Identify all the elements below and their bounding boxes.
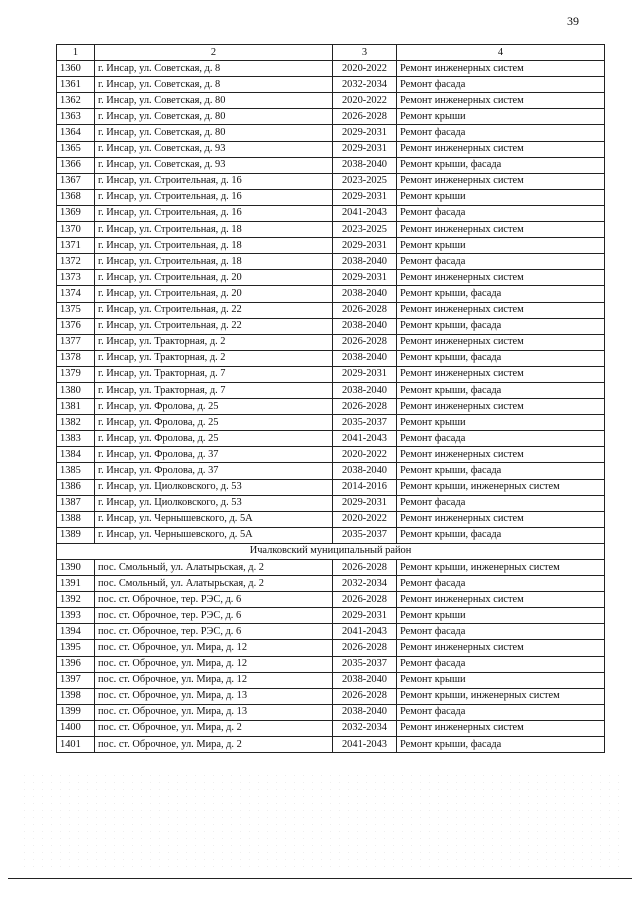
table-row xyxy=(57,560,605,576)
row-number: 1362 xyxy=(57,93,95,109)
row-number: 1389 xyxy=(57,527,95,543)
row-number: 1363 xyxy=(57,109,95,125)
row-work-type: Ремонт инженерных систем xyxy=(397,334,605,350)
row-work-type: Ремонт крыши, фасада xyxy=(397,737,605,753)
row-address: г. Инсар, ул. Советская, д. 80 xyxy=(95,109,333,125)
table-row xyxy=(57,624,605,640)
row-address: г. Инсар, ул. Тракторная, д. 2 xyxy=(95,350,333,366)
row-work-type: Ремонт инженерных систем xyxy=(397,447,605,463)
table-row xyxy=(57,656,605,672)
row-work-type: Ремонт крыши xyxy=(397,608,605,624)
row-address: г. Инсар, ул. Чернышевского, д. 5А xyxy=(95,511,333,527)
row-number: 1391 xyxy=(57,576,95,592)
row-work-type: Ремонт крыши, фасада xyxy=(397,527,605,543)
row-address: пос. ст. Оброчное, ул. Мира, д. 12 xyxy=(95,672,333,688)
row-work-type: Ремонт фасада xyxy=(397,576,605,592)
row-work-type: Ремонт крыши, инженерных систем xyxy=(397,479,605,495)
row-address: г. Инсар, ул. Советская, д. 8 xyxy=(95,61,333,77)
table-row xyxy=(57,640,605,656)
row-address: г. Инсар, ул. Тракторная, д. 7 xyxy=(95,382,333,398)
row-address: пос. ст. Оброчное, тер. РЭС, д. 6 xyxy=(95,624,333,640)
table-row xyxy=(57,61,605,77)
row-work-type: Ремонт фасада xyxy=(397,656,605,672)
row-address: г. Инсар, ул. Советская, д. 80 xyxy=(95,93,333,109)
row-work-type: Ремонт крыши xyxy=(397,415,605,431)
row-period: 2029-2031 xyxy=(333,238,397,254)
scan-noise xyxy=(20,772,620,872)
row-address: г. Инсар, ул. Советская, д. 93 xyxy=(95,157,333,173)
row-address: пос. ст. Оброчное, ул. Мира, д. 13 xyxy=(95,704,333,720)
row-period: 2029-2031 xyxy=(333,366,397,382)
table-row xyxy=(57,447,605,463)
row-work-type: Ремонт крыши xyxy=(397,238,605,254)
district-heading: Ичалковский муниципальный район xyxy=(57,543,605,559)
table-row xyxy=(57,704,605,720)
row-work-type: Ремонт фасада xyxy=(397,125,605,141)
row-number: 1378 xyxy=(57,350,95,366)
row-address: г. Инсар, ул. Чернышевского, д. 5А xyxy=(95,527,333,543)
row-number: 1388 xyxy=(57,511,95,527)
row-number: 1392 xyxy=(57,592,95,608)
row-address: г. Инсар, ул. Строительная, д. 16 xyxy=(95,189,333,205)
table-row xyxy=(57,431,605,447)
row-period: 2035-2037 xyxy=(333,656,397,672)
row-period: 2029-2031 xyxy=(333,495,397,511)
row-address: пос. ст. Оброчное, ул. Мира, д. 12 xyxy=(95,656,333,672)
row-number: 1374 xyxy=(57,286,95,302)
row-work-type: Ремонт крыши, фасада xyxy=(397,463,605,479)
table-row xyxy=(57,238,605,254)
row-address: г. Инсар, ул. Советская, д. 93 xyxy=(95,141,333,157)
row-period: 2038-2040 xyxy=(333,286,397,302)
row-number: 1381 xyxy=(57,399,95,415)
table-row xyxy=(57,286,605,302)
column-header-1: 1 xyxy=(57,45,95,61)
row-work-type: Ремонт инженерных систем xyxy=(397,720,605,736)
row-work-type: Ремонт крыши, фасада xyxy=(397,318,605,334)
row-work-type: Ремонт фасада xyxy=(397,431,605,447)
table-row xyxy=(57,592,605,608)
row-period: 2026-2028 xyxy=(333,560,397,576)
row-number: 1401 xyxy=(57,737,95,753)
row-number: 1387 xyxy=(57,495,95,511)
row-work-type: Ремонт крыши, инженерных систем xyxy=(397,560,605,576)
row-period: 2026-2028 xyxy=(333,399,397,415)
row-number: 1368 xyxy=(57,189,95,205)
table-row xyxy=(57,173,605,189)
row-number: 1360 xyxy=(57,61,95,77)
row-work-type: Ремонт инженерных систем xyxy=(397,173,605,189)
table-row xyxy=(57,576,605,592)
table-row xyxy=(57,302,605,318)
row-work-type: Ремонт инженерных систем xyxy=(397,511,605,527)
row-number: 1367 xyxy=(57,173,95,189)
row-period: 2038-2040 xyxy=(333,350,397,366)
table-row xyxy=(57,688,605,704)
row-number: 1369 xyxy=(57,205,95,221)
row-period: 2038-2040 xyxy=(333,672,397,688)
row-work-type: Ремонт фасада xyxy=(397,495,605,511)
table-row xyxy=(57,270,605,286)
district-section xyxy=(57,543,605,559)
table-row xyxy=(57,254,605,270)
table-row xyxy=(57,157,605,173)
table-row xyxy=(57,463,605,479)
row-period: 2026-2028 xyxy=(333,640,397,656)
row-number: 1384 xyxy=(57,447,95,463)
row-work-type: Ремонт крыши, фасада xyxy=(397,286,605,302)
row-period: 2035-2037 xyxy=(333,527,397,543)
row-work-type: Ремонт инженерных систем xyxy=(397,399,605,415)
row-work-type: Ремонт крыши, фасада xyxy=(397,382,605,398)
table-row xyxy=(57,415,605,431)
row-period: 2020-2022 xyxy=(333,61,397,77)
row-address: г. Инсар, ул. Циолковского, д. 53 xyxy=(95,479,333,495)
row-period: 2032-2034 xyxy=(333,77,397,93)
row-period: 2041-2043 xyxy=(333,624,397,640)
row-period: 2029-2031 xyxy=(333,125,397,141)
table-row xyxy=(57,222,605,238)
row-address: пос. ст. Оброчное, тер. РЭС, д. 6 xyxy=(95,592,333,608)
column-header-2: 2 xyxy=(95,45,333,61)
table-row xyxy=(57,77,605,93)
row-number: 1377 xyxy=(57,334,95,350)
row-work-type: Ремонт фасада xyxy=(397,254,605,270)
table-row xyxy=(57,737,605,753)
row-address: пос. Смольный, ул. Алатырьская, д. 2 xyxy=(95,560,333,576)
table-row xyxy=(57,93,605,109)
row-work-type: Ремонт инженерных систем xyxy=(397,222,605,238)
row-number: 1395 xyxy=(57,640,95,656)
row-period: 2041-2043 xyxy=(333,737,397,753)
table-row xyxy=(57,608,605,624)
row-number: 1379 xyxy=(57,366,95,382)
row-period: 2020-2022 xyxy=(333,447,397,463)
row-period: 2020-2022 xyxy=(333,93,397,109)
row-work-type: Ремонт инженерных систем xyxy=(397,270,605,286)
row-period: 2014-2016 xyxy=(333,479,397,495)
row-period: 2023-2025 xyxy=(333,222,397,238)
row-work-type: Ремонт фасада xyxy=(397,624,605,640)
row-address: г. Инсар, ул. Строительная, д. 22 xyxy=(95,302,333,318)
row-address: пос. ст. Оброчное, ул. Мира, д. 12 xyxy=(95,640,333,656)
row-number: 1396 xyxy=(57,656,95,672)
row-period: 2026-2028 xyxy=(333,302,397,318)
row-number: 1364 xyxy=(57,125,95,141)
row-work-type: Ремонт фасада xyxy=(397,205,605,221)
column-header-4: 4 xyxy=(397,45,605,61)
repair-schedule-table xyxy=(56,44,605,753)
row-period: 2035-2037 xyxy=(333,415,397,431)
row-number: 1361 xyxy=(57,77,95,93)
row-work-type: Ремонт крыши, фасада xyxy=(397,157,605,173)
row-work-type: Ремонт крыши, инженерных систем xyxy=(397,688,605,704)
row-work-type: Ремонт крыши xyxy=(397,672,605,688)
table-body-before-district xyxy=(57,61,605,544)
row-address: г. Инсар, ул. Фролова, д. 25 xyxy=(95,415,333,431)
row-address: г. Инсар, ул. Советская, д. 8 xyxy=(95,77,333,93)
row-address: г. Инсар, ул. Строительная, д. 18 xyxy=(95,254,333,270)
row-number: 1390 xyxy=(57,560,95,576)
row-period: 2038-2040 xyxy=(333,704,397,720)
row-address: г. Инсар, ул. Фролова, д. 37 xyxy=(95,463,333,479)
row-address: пос. ст. Оброчное, тер. РЭС, д. 6 xyxy=(95,608,333,624)
row-period: 2026-2028 xyxy=(333,334,397,350)
column-header-3: 3 xyxy=(333,45,397,61)
table-row xyxy=(57,334,605,350)
table-body-after-district xyxy=(57,560,605,753)
table-row xyxy=(57,495,605,511)
row-work-type: Ремонт инженерных систем xyxy=(397,366,605,382)
row-address: г. Инсар, ул. Тракторная, д. 2 xyxy=(95,334,333,350)
row-number: 1400 xyxy=(57,720,95,736)
table-row xyxy=(57,399,605,415)
table-row xyxy=(57,479,605,495)
row-period: 2020-2022 xyxy=(333,511,397,527)
row-number: 1385 xyxy=(57,463,95,479)
row-address: пос. Смольный, ул. Алатырьская, д. 2 xyxy=(95,576,333,592)
table-row xyxy=(57,189,605,205)
row-number: 1399 xyxy=(57,704,95,720)
table-row xyxy=(57,350,605,366)
row-period: 2023-2025 xyxy=(333,173,397,189)
row-period: 2026-2028 xyxy=(333,109,397,125)
row-address: г. Инсар, ул. Советская, д. 80 xyxy=(95,125,333,141)
row-address: г. Инсар, ул. Фролова, д. 25 xyxy=(95,399,333,415)
row-work-type: Ремонт инженерных систем xyxy=(397,302,605,318)
row-number: 1380 xyxy=(57,382,95,398)
row-address: пос. ст. Оброчное, ул. Мира, д. 2 xyxy=(95,737,333,753)
table-row xyxy=(57,511,605,527)
row-address: г. Инсар, ул. Фролова, д. 37 xyxy=(95,447,333,463)
row-address: г. Инсар, ул. Строительная, д. 16 xyxy=(95,173,333,189)
row-number: 1394 xyxy=(57,624,95,640)
row-period: 2029-2031 xyxy=(333,189,397,205)
row-address: г. Инсар, ул. Строительная, д. 16 xyxy=(95,205,333,221)
page-number: 39 xyxy=(567,14,579,28)
row-address: г. Инсар, ул. Строительная, д. 18 xyxy=(95,238,333,254)
row-work-type: Ремонт инженерных систем xyxy=(397,592,605,608)
row-number: 1393 xyxy=(57,608,95,624)
district-row xyxy=(57,543,605,559)
table-row xyxy=(57,125,605,141)
table-row xyxy=(57,318,605,334)
table-row xyxy=(57,382,605,398)
row-work-type: Ремонт крыши, фасада xyxy=(397,350,605,366)
row-address: г. Инсар, ул. Фролова, д. 25 xyxy=(95,431,333,447)
row-number: 1365 xyxy=(57,141,95,157)
row-work-type: Ремонт инженерных систем xyxy=(397,141,605,157)
row-work-type: Ремонт крыши xyxy=(397,109,605,125)
row-period: 2032-2034 xyxy=(333,576,397,592)
row-address: г. Инсар, ул. Строительная, д. 20 xyxy=(95,286,333,302)
table-row xyxy=(57,672,605,688)
row-period: 2029-2031 xyxy=(333,270,397,286)
page-bottom-rule xyxy=(8,878,632,879)
table-row xyxy=(57,366,605,382)
row-address: г. Инсар, ул. Строительная, д. 20 xyxy=(95,270,333,286)
row-period: 2041-2043 xyxy=(333,431,397,447)
row-work-type: Ремонт инженерных систем xyxy=(397,93,605,109)
row-period: 2038-2040 xyxy=(333,157,397,173)
row-number: 1371 xyxy=(57,238,95,254)
row-number: 1386 xyxy=(57,479,95,495)
row-number: 1397 xyxy=(57,672,95,688)
row-address: пос. ст. Оброчное, ул. Мира, д. 2 xyxy=(95,720,333,736)
row-period: 2041-2043 xyxy=(333,205,397,221)
row-period: 2038-2040 xyxy=(333,382,397,398)
table-row xyxy=(57,527,605,543)
row-period: 2026-2028 xyxy=(333,688,397,704)
row-number: 1375 xyxy=(57,302,95,318)
table-row xyxy=(57,141,605,157)
row-number: 1373 xyxy=(57,270,95,286)
row-period: 2032-2034 xyxy=(333,720,397,736)
column-number-row xyxy=(57,45,605,61)
row-number: 1370 xyxy=(57,222,95,238)
row-period: 2038-2040 xyxy=(333,463,397,479)
row-work-type: Ремонт фасада xyxy=(397,704,605,720)
row-address: г. Инсар, ул. Тракторная, д. 7 xyxy=(95,366,333,382)
row-work-type: Ремонт фасада xyxy=(397,77,605,93)
table-row xyxy=(57,205,605,221)
row-period: 2038-2040 xyxy=(333,254,397,270)
row-period: 2026-2028 xyxy=(333,592,397,608)
row-number: 1376 xyxy=(57,318,95,334)
row-number: 1382 xyxy=(57,415,95,431)
row-number: 1366 xyxy=(57,157,95,173)
row-address: г. Инсар, ул. Циолковского, д. 53 xyxy=(95,495,333,511)
table-row xyxy=(57,109,605,125)
row-work-type: Ремонт инженерных систем xyxy=(397,61,605,77)
row-period: 2038-2040 xyxy=(333,318,397,334)
row-number: 1398 xyxy=(57,688,95,704)
row-number: 1372 xyxy=(57,254,95,270)
row-address: г. Инсар, ул. Строительная, д. 22 xyxy=(95,318,333,334)
row-number: 1383 xyxy=(57,431,95,447)
row-address: г. Инсар, ул. Строительная, д. 18 xyxy=(95,222,333,238)
table-row xyxy=(57,720,605,736)
row-period: 2029-2031 xyxy=(333,608,397,624)
row-work-type: Ремонт инженерных систем xyxy=(397,640,605,656)
row-address: пос. ст. Оброчное, ул. Мира, д. 13 xyxy=(95,688,333,704)
row-period: 2029-2031 xyxy=(333,141,397,157)
row-work-type: Ремонт крыши xyxy=(397,189,605,205)
